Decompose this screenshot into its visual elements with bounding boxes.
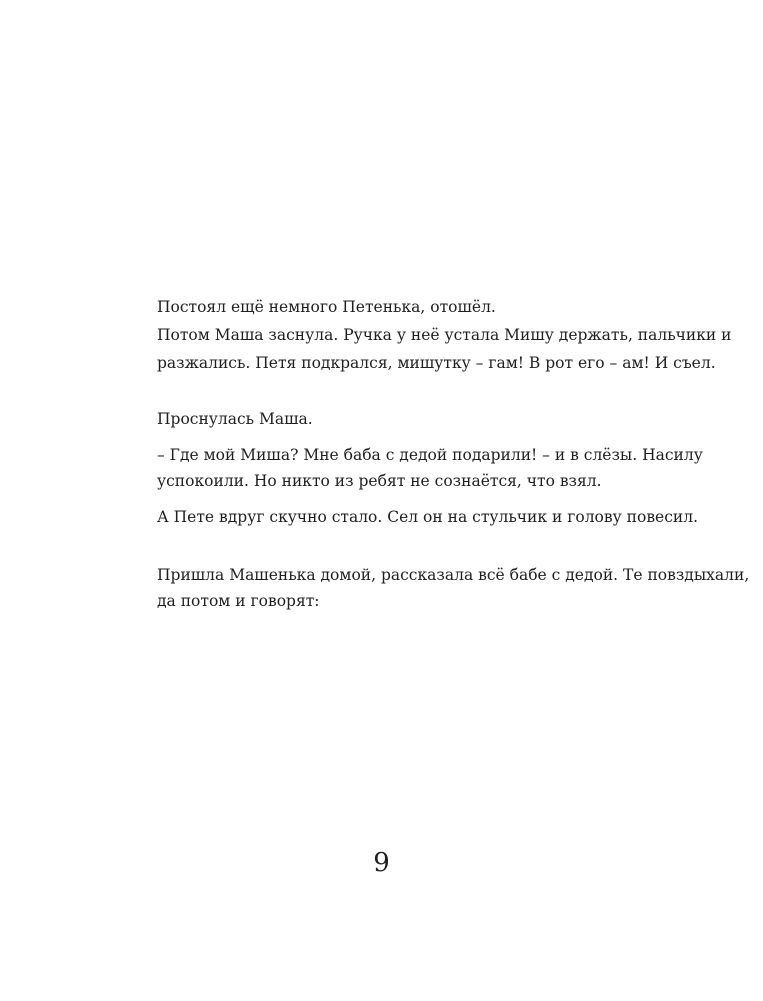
paragraph-6-line-1: Пришла Машенька домой, рассказала всё бабе с дедой. Те повздыхали,	[157, 566, 750, 584]
paragraph-4-line-2: успокоили. Но никто из ребят не сознаётся, что взял.	[157, 472, 602, 490]
paragraph-6-line-2: да потом и говорят:	[157, 592, 320, 610]
paragraph-4-line-1: – Где мой Миша? Мне баба с дедой подарили! – и в слёзы. Насилу	[157, 446, 703, 464]
paragraph-3-line-1: Проснулась Маша.	[157, 410, 313, 428]
page-number: 9	[373, 848, 390, 878]
paragraph-5-line-1: А Пете вдруг скучно стало. Сел он на стульчик и голову повесил.	[157, 508, 699, 526]
paragraph-2-line-1: Потом Маша заснула. Ручка у неё устала Мишу держать, пальчики и	[157, 326, 732, 344]
paragraph-1-line-1: Постоял ещё немного Петенька, отошёл.	[157, 298, 496, 316]
paragraph-2-line-2: разжались. Петя подкрался, мишутку – гам! В рот его – ам! И съел.	[157, 354, 716, 372]
